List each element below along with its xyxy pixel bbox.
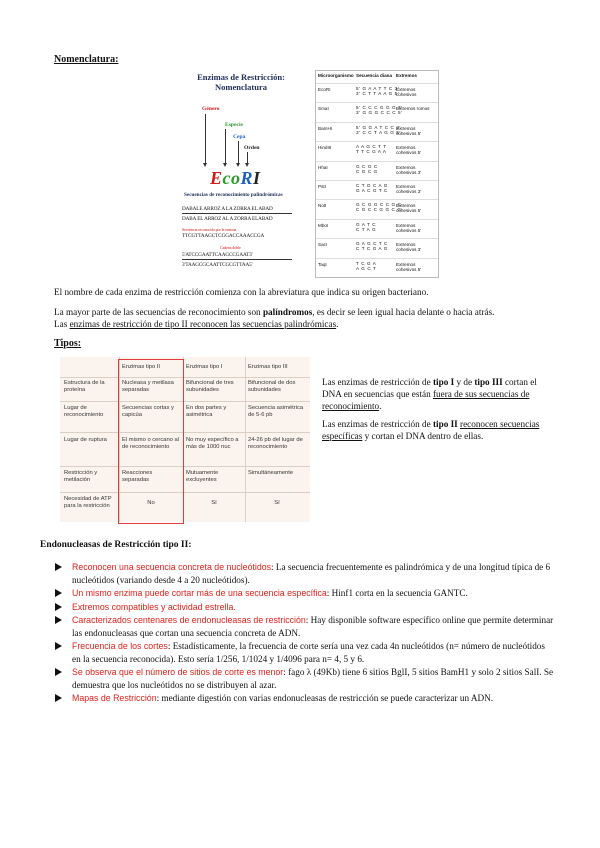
- enzyme-seq: G C G G C C G C C G C C G G C G: [356, 202, 402, 213]
- seq-divider: [182, 259, 292, 260]
- section-heading-endonucleasas: Endonucleasas de Restricción tipo II:: [40, 540, 192, 550]
- arrow-bullet-icon: [55, 616, 62, 624]
- seq-caption-1: Secuencia reconocida por la enzima: [182, 227, 237, 232]
- enzyme-ext: Extremos cohesivos 5': [396, 222, 422, 233]
- section-heading-tipos: Tipos:: [54, 338, 82, 349]
- enzyme-ext: Extremos cohesivos 3': [396, 242, 422, 253]
- enzyme-seq: A A G C T T T T C G A A: [356, 144, 387, 155]
- enzyme-table-row: [316, 83, 438, 103]
- enzyme-seq: T C G A A G C T: [356, 260, 377, 271]
- tipos-row-label: Estructura de la proteína: [64, 380, 105, 393]
- seq-line-2: DABA EL ARROZ AL A ZORRA ELABAD: [182, 216, 273, 222]
- enzyme-table-row: [316, 199, 438, 219]
- tipos-cell-tipo-iii: Simultáneamente: [248, 470, 294, 476]
- tipos-cell-tipo-iii: Bifuncional de dos subunidades: [248, 380, 296, 393]
- enzyme-ext: Extremos cohesivos 3': [396, 164, 422, 175]
- enzyme-ext: Extremos cohesivos 5': [396, 261, 422, 272]
- seq-line-6: 3'TAAGCGCAATTCGCGTTAA5': [182, 262, 253, 268]
- arrow-cepa: [238, 141, 239, 164]
- tipos-cell-tipo-ii: El mismo o cercano al de reconocimiento: [122, 437, 180, 450]
- bullet-red-text: Reconocen una secuencia concreta de nucleótidos: [72, 562, 272, 572]
- table-rule-5: [60, 492, 310, 493]
- enzyme-table-row: [316, 219, 438, 239]
- endonucleasa-bullet-item: [72, 561, 554, 586]
- tipos-cell-tipo-ii: No: [147, 500, 155, 506]
- enzyme-org: EcoRI: [318, 87, 331, 92]
- tipos-cell-tipo-ii: Reacciones separadas: [122, 470, 153, 483]
- side1-e: cortan el DNA en secuencias que están: [322, 377, 537, 399]
- nomenclature-diagram: [180, 72, 302, 272]
- enzyme-seq: G A G C T C C T C G A G: [356, 241, 388, 252]
- table-col-rule-3: [245, 357, 246, 522]
- side2-e: y cortan el DNA dentro de ellas.: [362, 431, 484, 441]
- para-tipo-ii: [54, 318, 554, 330]
- section-heading-nomenclatura: Nomenclatura:: [54, 54, 119, 65]
- tipos-comparison-table: [60, 357, 310, 522]
- col-header-tipo-i: Enzimas tipo I: [186, 364, 223, 370]
- enzyme-org: HindIII: [318, 145, 332, 151]
- para2-post: , es decir se leen igual hacia delante o hacia atrás.: [312, 307, 495, 317]
- tipos-side-text-1: [322, 376, 552, 412]
- label-orden: Orden: [244, 145, 260, 151]
- enzyme-ext: Extremos romos: [396, 106, 430, 112]
- arrow-especie: [225, 129, 226, 164]
- para-palindromos: [54, 306, 554, 318]
- enzyme-seq: C T G C A G G A C G T C: [356, 183, 388, 193]
- arrow-genero: [205, 114, 206, 164]
- tipos-cell-tipo-i: En dos partes y asimétrica: [186, 405, 227, 418]
- para3-pre: Las: [54, 319, 70, 329]
- tipos-cell-tipo-i: Sí: [211, 500, 217, 506]
- label-especie: Especie: [225, 122, 244, 128]
- arrow-bullet-icon: [55, 642, 62, 650]
- arrow-bullet-icon: [55, 589, 62, 597]
- enzyme-table-row: [316, 141, 438, 161]
- tipos-cell-tipo-iii: Secuencia asimétrica de 5-6 pb: [248, 405, 304, 418]
- table-rule-1: [60, 377, 310, 378]
- seq-line-3: TTCGTTAAGCTCGGACCAAACCGA: [182, 233, 265, 239]
- side1-g: .: [379, 401, 382, 411]
- enzyme-ext: Extremos cohesivos 5': [396, 125, 422, 136]
- arrow-orden: [247, 152, 248, 164]
- enzyme-table-row: [316, 161, 438, 181]
- enzyme-org: SmaI: [318, 106, 329, 112]
- seq-line-1: DABALE ARROZ A LA ZORRA EL ABAD: [182, 206, 273, 212]
- endonucleasas-list: [72, 561, 554, 706]
- tipos-cell-tipo-iii: Sí: [274, 500, 280, 506]
- tipos-row-label: Necesidad de ATP para la restricción: [64, 496, 112, 509]
- endonucleasa-bullet-item: [72, 692, 554, 705]
- label-genero: Género: [202, 106, 220, 112]
- enzyme-table-row: [316, 102, 438, 122]
- para-origen: El nombre de cada enzima de restricción comienza con la abreviatura que indica su origen bacteriano.: [54, 287, 429, 297]
- side2-b: tipo II: [432, 419, 458, 429]
- enzyme-org: HhaI: [318, 164, 328, 170]
- seq-line-5: 5'ATCCGAATTCAAGCCGAAT3': [182, 252, 253, 258]
- tipos-cell-tipo-ii: Nucleasa y metilasa separadas: [122, 380, 174, 393]
- endonucleasa-bullet-item: [72, 614, 554, 639]
- para2-bold: palíndromos: [262, 307, 313, 317]
- tipos-cell-tipo-i: Mutuamente excluyentes: [186, 470, 219, 483]
- seq-arrow-1: [182, 213, 292, 214]
- side1-a: Las enzimas de restricción de: [322, 377, 433, 387]
- table-rule-3: [60, 432, 310, 433]
- enzyme-seq: G C G C C G C G: [356, 163, 378, 174]
- arrow-bullet-icon: [55, 563, 62, 571]
- enzyme-org: TaqI: [318, 261, 327, 267]
- endonucleasa-bullet-item: [72, 587, 554, 600]
- enzyme-seq: 5' C C C G G G 3' 3' G G G C C C 5': [356, 105, 403, 116]
- tipo-ii-highlight-box: [118, 359, 184, 524]
- tipos-side-text-2: [322, 418, 552, 442]
- tipos-row-label: Restricción y metilación: [64, 470, 98, 483]
- tipos-cell-tipo-i: Bifuncional de tres subunidades: [186, 380, 234, 393]
- arrow-bullet-icon: [55, 668, 62, 676]
- bullet-red-text: Se observa que el número de sitios de corte es menor: [72, 667, 284, 677]
- enzyme-seq: 5' G G A T C C 3' 3' C C T A G G 5': [356, 124, 401, 135]
- enzyme-org: MboI: [318, 222, 329, 228]
- enzyme-org: PstI: [318, 184, 326, 189]
- endonucleasa-bullet-item: [72, 666, 554, 691]
- enzyme-org: BamHI: [318, 125, 333, 131]
- label-cepa: Cepa: [233, 134, 246, 140]
- endonucleasa-bullet-item: [72, 601, 554, 614]
- side2-d: reconocen secuencias específicas: [322, 419, 540, 441]
- para3-post: .: [336, 319, 339, 329]
- tipos-cell-tipo-i: No muy específico a más de 1000 nuc: [186, 437, 239, 450]
- bullet-red-text: Un mismo enzima puede cortar más de una secuencia específica: [72, 588, 327, 598]
- enzyme-table-row: [316, 180, 438, 200]
- enzyme-table-row: [316, 122, 438, 142]
- endonucleasa-bullet-item: [72, 640, 554, 665]
- bullet-red-text: Extremos compatibles y actividad estrella.: [72, 601, 236, 612]
- bullet-red-text: Frecuencia de los cortes: [72, 641, 168, 651]
- side1-b: tipo I: [432, 377, 455, 387]
- enzyme-seq: G A T C C T A G: [356, 221, 377, 232]
- bullet-text: : La secuencia frecuentemente es palindrómica y de una longitud típica de 6 nucleótidos (variando desde 4 a 20 nucleótidos).: [72, 562, 551, 585]
- enzyme-table-row: [316, 258, 438, 278]
- enzyme-org: NotI: [318, 203, 327, 209]
- side1-c: y de: [454, 377, 475, 387]
- bullet-text: : mediante digestión con varias endonucleasas de restricción se puede caracterizar un ADN.: [156, 693, 494, 703]
- bullet-red-text: Caracterizados centenares de endonucleasas de restricción: [72, 615, 306, 625]
- seq-caption-2: Cadena doble: [220, 245, 241, 250]
- header-org: Microorganismo: [318, 73, 354, 78]
- bullet-text: : Hinf1 corta en la secuencia GANTC.: [326, 588, 468, 598]
- bullet-red-text: Mapas de Restricción: [72, 693, 157, 703]
- arrow-bullet-icon: [55, 603, 62, 611]
- enzyme-sequence-table: [315, 70, 439, 278]
- col-header-tipo-ii: Enzimas tipo II: [122, 364, 161, 370]
- tipos-cell-tipo-ii: Secuencias cortas y capicúa: [122, 405, 174, 418]
- enzyme-org: SacI: [318, 242, 328, 248]
- enzyme-ext: Extremos cohesivos: [396, 87, 417, 97]
- tipos-cell-tipo-iii: 24-26 pb del lugar de reconocimiento: [248, 437, 303, 450]
- side1-d: tipo III: [474, 377, 503, 387]
- enzyme-table-row: [316, 238, 438, 258]
- enzyme-ext: Extremos cohesivos 3': [396, 184, 422, 194]
- col-header-tipo-iii: Enzimas tipo III: [248, 364, 288, 370]
- para3-underline: enzimas de restricción de tipo II reconocen las secuencias palindrómicas: [69, 319, 337, 329]
- side1-f: fuera de sus secuencias de reconocimiento: [322, 389, 530, 411]
- diagram-subtitle: Secuencias de reconocimiento palindrómicas: [184, 192, 283, 198]
- bullet-text: : Hay disponible software específico online que permite determinar las endonucleasas que cortan una secuencia concreta de ADN.: [72, 615, 554, 638]
- tipos-row-label: Lugar de reconocimiento: [64, 405, 104, 418]
- table-rule-2: [60, 401, 310, 402]
- bullet-text: : fago λ (49Kb) tiene 6 sitios BglI, 5 sitios BamH1 y solo 2 sitios SalI. Se demuestra que los nucleótidos no se distribuyen al azar.: [72, 667, 554, 690]
- diagram-title-line1: Enzimas de Restricción:: [197, 72, 285, 82]
- bullet-text: : Estadísticamente, la frecuencia de corte sería una vez cada 4n nucleótidos (n= número de nucleótidos en la secuencia reconocida). Esto sería 1/256, 1/1024 y 1/4096 para n= 4, 5 y 6.: [72, 641, 545, 664]
- enzyme-seq: 5' G A A T T C 3' 3' C T T A A G 5': [356, 86, 400, 96]
- enzyme-ext: Extremos cohesivos 5': [396, 203, 422, 214]
- arrow-bullet-icon: [55, 694, 62, 702]
- table-rule-4: [60, 466, 310, 467]
- header-ext: Extremos: [396, 73, 417, 78]
- header-seq: Secuencia diana: [356, 73, 393, 78]
- para2-pre: La mayor parte de las secuencias de reconocimiento son: [54, 307, 263, 317]
- side2-a: Las enzimas de restricción de: [322, 419, 433, 429]
- enzyme-name-ecori: EcoRI: [210, 168, 261, 188]
- diagram-title-line2: Nomenclatura: [215, 82, 267, 92]
- tipos-row-label: Lugar de ruptura: [64, 437, 107, 443]
- enzyme-ext: Extremos cohesivos 5': [396, 145, 422, 156]
